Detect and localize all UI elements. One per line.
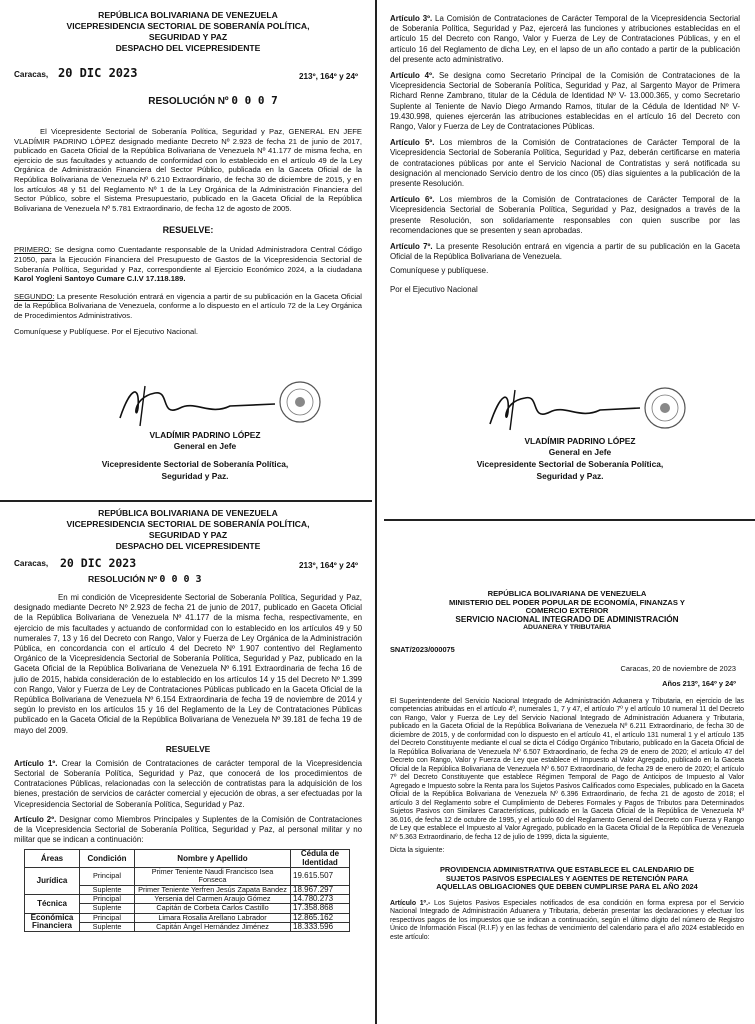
article-1: Artículo 1º. Crear la Comisión de Contrataciones de carácter temporal de la Vicepresidencia Sectorial de Soberanía Política, Seguridad y Paz, que conocerá de los procedimientos de Contrataciones Públicas, relacionadas con la selección de contratistas para la adquisición de los bienes, prestación de servicios de carácter comercial y ejecución de obras, a ser efectuadas por la Vicepresidencia Sectorial de Soberanía Política, Seguridad y Paz. <box>14 758 363 809</box>
closing-text: Comuníquese y Publíquese. Por el Ejecutivo Nacional. <box>14 326 199 336</box>
intro-paragraph: En mi condición de Vicepresidente Sectorial de Soberanía Política, Seguridad y Paz, designado mediante Decreto Nº 2.923 de fecha 21 de junio de 2017, publicado en Gaceta Oficial de la República Bolivariana de Venezuela Nº 41.177 de la misma fecha, respectivamente, en ejercicio de mis facultades y actuando de conformidad con lo establecido en los artículos 49 y 50 numerales 7, 13 y 16 del Decreto con Rango, Valor y Fuerza de Ley Orgánica de la Administración Pública, en concordancia con el artículo 4 del Decreto Nº 1.907 contentivo del Reglamento Orgánico de la Vicepresidencia Sectorial de Soberanía Política, Seguridad y Paz, publicado en la Gaceta Oficial de la República Bolivariana de Venezuela Nº 6.191 Extraordinaria de fecha 16 de julio de 2015, habida consideración de lo establecido en los artículos 14 y 15 del Decreto Nº 1.399 con Rango, Valor y Fuerza de Ley de Contrataciones Públicas publicado en la Gaceta Oficial de la República Bolivariana de Venezuela Nº 6.154 Extraordinaria de fecha 19 de noviembre de 2014 y según lo previsto en los artículos 15 y 16 del Reglamento de la Ley de Contrataciones Públicas publicado en la Gaceta Oficial de la República Bolivariana de Venezuela Nº 39.181 de fecha 19 de mayo del 2009. <box>14 593 362 735</box>
resolution-0007 <box>14 10 362 336</box>
id-cell: 12.865.162 <box>291 913 350 922</box>
section-divider <box>0 500 372 502</box>
signature-and-seal <box>100 378 340 428</box>
area-cell: Jurídica <box>25 868 80 895</box>
resuelve-heading: RESUELVE: <box>162 225 214 236</box>
article-4: Artículo 4º. Se designa como Secretario Principal de la Comisión de Contrataciones de la Vicepresidencia Sectorial de Soberanía Política, Seguridad y Paz, al Sargento Mayor de Primera Richard Renne Zambrano, titular de la Cédula de Identidad Nº V- 13.000.365, y como Secretario Suplente al Teniente de Navío Diego Armando Ramos, titular de la Cédula de Identidad Nº V- 19.430.998, quienes ejercerán las atribuciones establecidas en el artículo 16 del Decreto con Rango, Valor y Fuerza de Ley de Contrataciones Públicas. <box>390 71 740 132</box>
document-date: Caracas, 20 de noviembre de 2023 <box>620 663 736 673</box>
condition-cell: Principal <box>80 868 135 886</box>
article-6: Artículo 6º. Los miembros de la Comisión de Contrataciones de Carácter Temporal de la Vicepresidencia Sectorial de Soberanía Política, Seguridad y Paz, designados a través de la presente Resolución, son solidariamente responsables con quien suscribe por las recomendaciones que se presenten y sean aprobadas. <box>390 195 740 235</box>
date-line: Caracas, 20 DIC 2023 213º, 164º y 24º <box>14 556 358 570</box>
area-cell: Económica Financiera <box>25 913 80 932</box>
letterhead: REPÚBLICA BOLIVARIANA DE VENEZUELA MINISTERIO DEL PODER POPULAR DE ECONOMÍA, FINANZAS Y COMERCIO EXTERIOR SERVICIO NACIONAL INTEGRADO DE ADMINISTRACIÓN ADUANERA Y TRIBUTARIA <box>449 589 685 632</box>
primero-paragraph: PRIMERO: Se designa como Cuentadante responsable de la Unidad Administradora Central Código 21050, para la Ejecución Financiera del Presupuesto de Gastos de la Vicepresidencia Sectorial de Soberanía Política, Seguridad y Paz, correspondiente al Ejercicio Económico 2024, a la ciudadana Karol Yogleni Santoyo Cumare C.I.V 17.118.189. <box>14 245 362 284</box>
condition-cell: Principal <box>80 894 135 903</box>
id-cell: 17.358.868 <box>291 904 350 913</box>
condition-cell: Suplente <box>80 922 135 931</box>
date-stamp: 20 DIC 2023 <box>58 66 138 80</box>
closing-text-2: Por el Ejecutivo Nacional <box>390 284 478 294</box>
id-cell: 19.615.507 <box>291 868 350 886</box>
letterhead: REPÚBLICA BOLIVARIANA DE VENEZUELA VICEPRESIDENCIA SECTORIAL DE SOBERANÍA POLÍTICA, SEGURIDAD Y PAZ DESPACHO DEL VICEPRESIDENTE <box>66 508 310 551</box>
seniat-providencia <box>390 590 744 942</box>
id-cell: 14.780.273 <box>291 894 350 903</box>
condition-cell: Suplente <box>80 904 135 913</box>
dicta-line: Dicta la siguiente: <box>390 847 445 855</box>
area-cell: Técnica <box>25 894 80 913</box>
signer-role: Vicepresidente Sectorial de Soberanía Política, Seguridad y Paz. <box>101 459 289 481</box>
id-cell: 18.333.596 <box>291 922 350 931</box>
name-cell: Yersenia del Carmen Araujo Gómez <box>135 894 291 903</box>
signature-and-seal <box>470 382 710 432</box>
signature-block <box>480 436 680 458</box>
table-header-row: Áreas Condición Nombre y Apellido Cédula de Identidad <box>25 850 350 868</box>
resolution-title: RESOLUCIÓN Nº 0 0 0 7 <box>148 94 278 107</box>
name-cell: Capitán Ángel Hernández Jiménez <box>135 922 291 931</box>
reference-number: SNAT/2023/000075 <box>390 644 455 654</box>
commission-table <box>24 849 350 932</box>
handwritten-signature <box>100 378 340 428</box>
letterhead: REPÚBLICA BOLIVARIANA DE VENEZUELA VICEPRESIDENCIA SECTORIAL DE SOBERANÍA POLÍTICA, SEGURIDAD Y PAZ DESPACHO DEL VICEPRESIDENTE <box>66 10 310 53</box>
segundo-paragraph: SEGUNDO: La presente Resolución entrará en vigencia a partir de su publicación en la Gaceta Oficial de la República Bolivariana de Venezuela, conforme a lo dispuesto en el artículo 72 de la Ley Orgánica de Procedimientos Administrativos. <box>14 291 362 320</box>
article-1: Artículo 1º.- Los Sujetos Pasivos Especiales notificados de esa condición en forma expresa por el Servicio Nacional Integrado de Administración Aduanera y Tributaria, deberán presentar las declaraciones y efectuar los respectivos pagos de los impuestos que se indican a continuación, según el último dígito del número de Registro Único de Información Fiscal (R.I.F) y en las fechas de vencimiento del calendario para el año 2024 establecido en este artículo: <box>390 899 744 941</box>
name-cell: Limara Rosalia Arellano Labrador <box>135 913 291 922</box>
date-line: Caracas, 20 DIC 2023 213º, 164º y 24º <box>14 66 358 81</box>
resolution-0003-continued <box>390 14 740 295</box>
signer-rank: General en Jefe <box>548 447 612 457</box>
column-divider <box>375 0 377 1024</box>
condition-cell: Principal <box>80 913 135 922</box>
condition-cell: Suplente <box>80 885 135 894</box>
providencia-title: PROVIDENCIA ADMINISTRATIVA QUE ESTABLECE EL CALENDARIO DE SUJETOS PASIVOS ESPECIALES Y AGENTES DE RETENCIÓN PARA AQUELLAS OBLIGACIONES QUE DEBEN CUMPLIRSE PARA EL AÑO 2024 <box>436 864 698 892</box>
closing-text: Comuníquese y publíquese. <box>390 266 489 276</box>
handwritten-signature <box>470 382 710 432</box>
resolution-title: RESOLUCIÓN Nº 0 0 0 3 <box>88 574 202 585</box>
signer-name: VLADÍMIR PADRINO LÓPEZ <box>524 436 636 446</box>
article-5: Artículo 5º. Los miembros de la Comisión de Contrataciones de Carácter Temporal de la Vicepresidencia Sectorial de Soberanía Política, Seguridad y Paz, deberán certificarse en materia de contrataciones públicas por ante el Servicio Nacional de Contratistas y será notificada su designación al mencionado Servicio dentro de los cinco (05) días siguientes a la publicación de la presente Resolución. <box>390 138 740 189</box>
intro-paragraph: El Vicepresidente Sectorial de Soberanía Política, Seguridad y Paz, GENERAL EN JEFE VLADÍMIR PADRINO LÓPEZ designado mediante Decreto Nº 2.923 de fecha 21 de junio de 2017, publicado en Gaceta Oficial de la República Bolivariana de Venezuela Nº 41.177 de misma fecha, en ejercicio de sus facultades y actuando de conformidad con lo establecido en el artículo 49 de la Ley Orgánica de Administración Financiera del Sector Público, publicada en la Gaceta Oficial de la República Bolivariana de Venezuela Nº 6.210 Extraordinario, de fecha 30 de diciembre de 2015, y en los artículos 48 y 51 del Reglamento Nº 1 de la Ley Orgánica de la Administración Financiera del Sector Público, sobre el Sistema Presupuestario, publicado en la Gaceta Oficial de la República Bolivariana de Venezuela Nº 5.781 Extraordinario, de fecha 12 de agosto de 2005. <box>14 127 362 213</box>
id-cell: 18.967.297 <box>291 885 350 894</box>
article-3: Artículo 3º. La Comisión de Contrataciones de Carácter Temporal de la Vicepresidencia Sectorial de Soberanía Política, Seguridad y Paz, ejercerá las funciones y atribuciones establecidas en el artículo 15 del Decreto con Rango, Valor y Fuerza de Ley de Contrataciones Públicas, y en el artículo 16 del Reglamento de dicha Ley, en el lapso de un año contado a partir de la publicación del presente acto administrativo. <box>390 14 741 64</box>
table-row <box>25 913 350 922</box>
name-cell: Capitán de Corbeta Carlos Castillo <box>135 904 291 913</box>
resuelve-heading: RESUELVE <box>165 743 211 754</box>
article-2: Artículo 2º. Designar como Miembros Principales y Suplentes de la Comisión de Contrataciones de la Vicepresidencia Sectorial de Soberanía Política, Seguridad y Paz, al personal militar y no militar que se indican a continuación: <box>14 814 362 845</box>
date-stamp: 20 DIC 2023 <box>60 556 137 570</box>
table-row <box>25 868 350 886</box>
signer-role: Vicepresidente Sectorial de Soberanía Política, Seguridad y Paz. <box>476 459 664 481</box>
signature-block <box>100 430 310 452</box>
name-cell: Primer Teniente Naudi Francisco Isea Fonseca <box>135 868 291 886</box>
intro-paragraph: El Superintendente del Servicio Nacional Integrado de Administración Aduanera y Tributaria, en ejercicio de las competencias atribuidas en el artículo 4º, numerales 1, 7 y 47, el artículo 7º y el artículo 10 numeral 11 del Decreto con Rango, Valor y Fuerza de Ley del Servicio Nacional Integrado de Administración Aduanera y Tributaria, publicado en la Gaceta Oficial de la República Bolivariana de Venezuela Nº 6.211 Extraordinario, de fecha 30 de diciembre de 2015, y de conformidad con lo dispuesto en el artículo 41, el artículo 131 numeral 1 y el artículo 135 del Decreto Constituyente mediante el cual se dicta el Código Orgánico Tributario, publicado en la Gaceta Oficial de la República Bolivariana de Venezuela Nº 6.507 Extraordinario, de fecha 29 de enero de 2020; el artículo 47 del Decreto con Rango, Valor y Fuerza de Ley que establece el Impuesto al Valor Agregado, publicado en la Gaceta Oficial de la República Bolivariana de Venezuela Nº 6.507 Extraordinario, de fecha 29 de enero de 2020; el artículo 7º del Decreto Constituyente que establece Régimen Temporal de Pago de Anticipos de Impuesto al Valor Agregado e Impuesto sobre la Renta para los Sujetos Pasivos Calificados como Especiales, publicado en la Gaceta Oficial de la República Bolivariana de Venezuela Nº 6.396 Extraordinario, de fecha 21 de agosto de 2018; el artículo 3 del Reglamento sobre el Cumplimiento de Deberes Formales y Pagos de Tributos para Determinados Sujetos Pasivos con Similares Características, publicado en la Gaceta Oficial de la República de Venezuela Nº 36.016, de fecha 12 de octubre de 1995, y el artículo 60 del Reglamento General del Decreto con Fuerza y Rango de Ley que establece el Impuesto al Valor Agregado, publicado en la Gaceta Oficial de la República de Venezuela Nº 5.363 Extraordinario, de fecha 12 de julio de 1999, dicta la siguiente, <box>390 697 744 841</box>
name-cell: Primer Teniente Yerfren Jesús Zapata Bandez <box>135 885 291 894</box>
article-7: Artículo 7º. La presente Resolución entrará en vigencia a partir de su publicación en la Gaceta Oficial de la República Bolivariana de Venezuela. <box>390 242 740 262</box>
signer-name: VLADÍMIR PADRINO LÓPEZ <box>149 430 261 440</box>
resolution-0003 <box>14 508 362 932</box>
section-divider <box>384 519 755 521</box>
signer-rank: General en Jefe <box>173 441 237 451</box>
years-line: Años 213º, 164º y 24º <box>662 678 736 688</box>
